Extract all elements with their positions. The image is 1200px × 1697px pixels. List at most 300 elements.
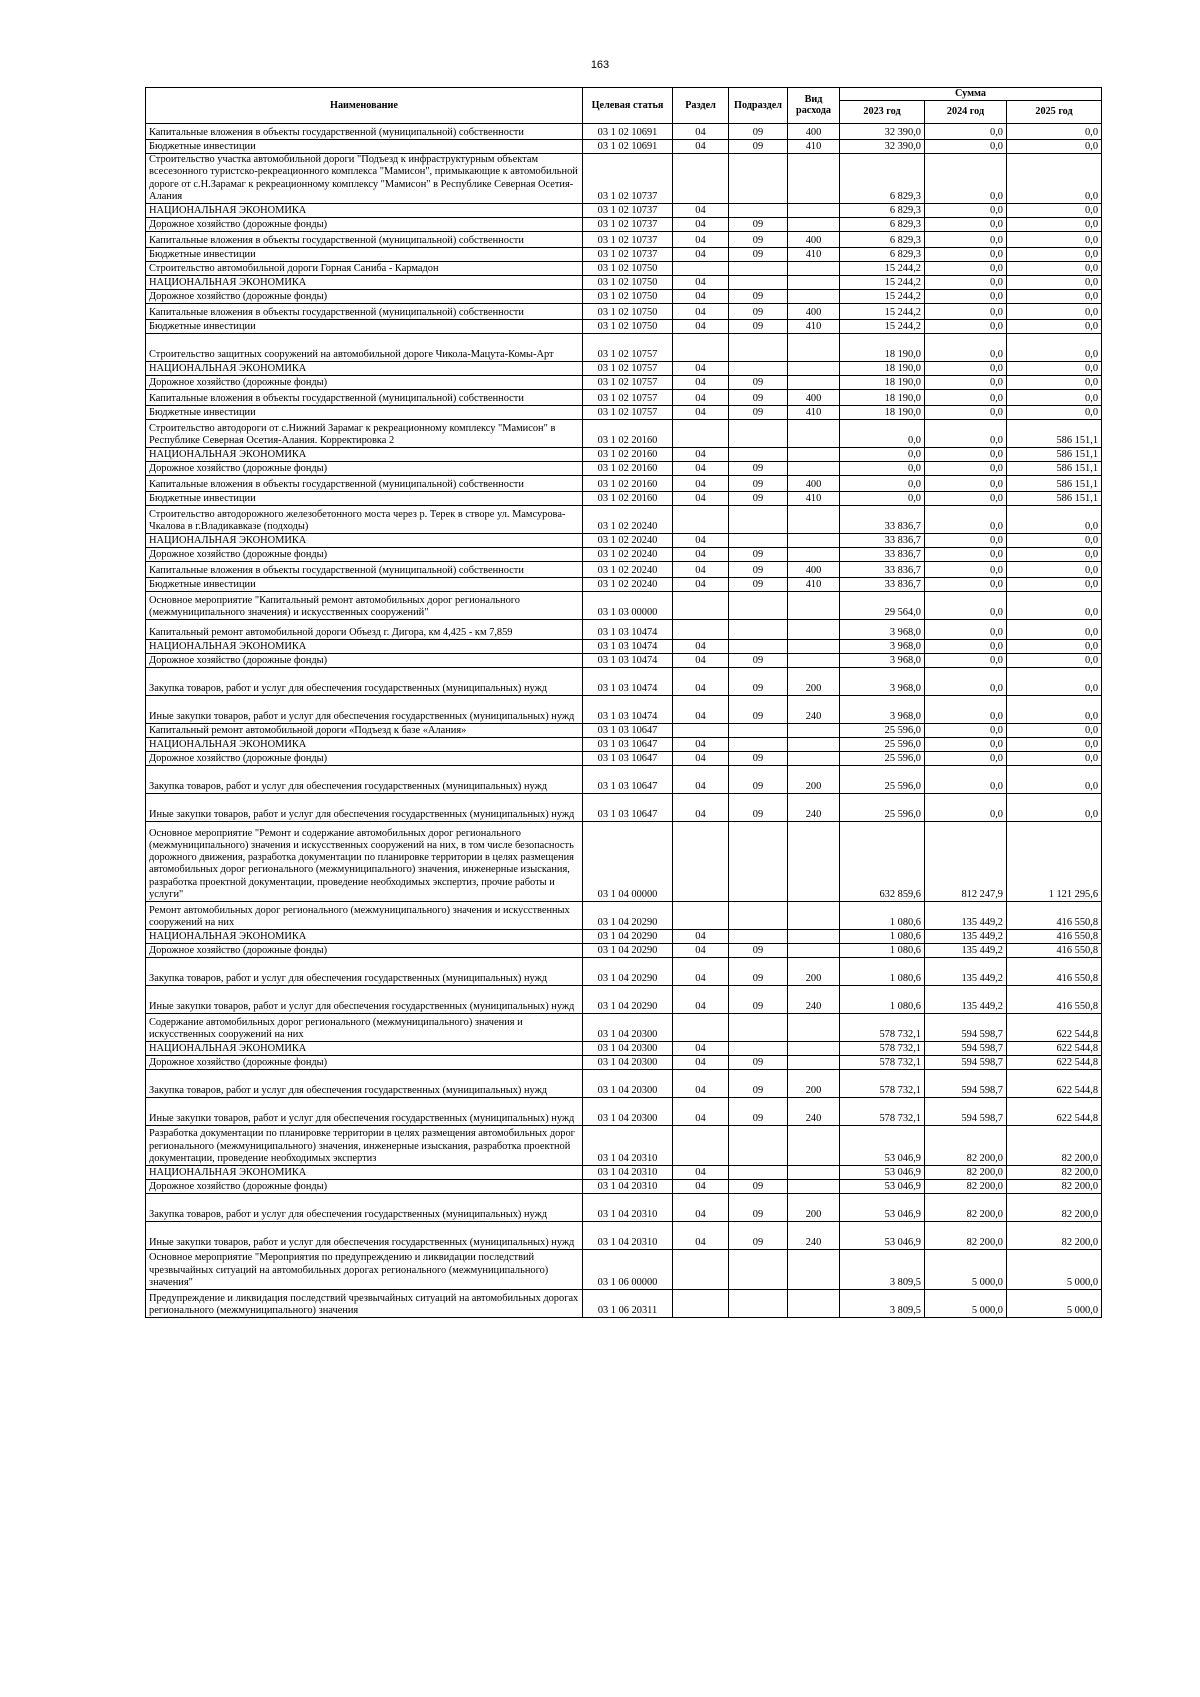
row-2023: 53 046,9 [840,1193,925,1221]
row-2025: 0,0 [1007,389,1102,405]
row-podrazdel: 09 [729,461,788,475]
row-name: Капитальные вложения в объекты государственной (муниципальной) собственности [146,389,583,405]
row-2025: 0,0 [1007,619,1102,639]
row-2024: 0,0 [925,217,1007,231]
row-name: Дорожное хозяйство (дорожные фонды) [146,461,583,475]
row-2025: 0,0 [1007,319,1102,333]
row-2025: 0,0 [1007,217,1102,231]
row-2025: 586 151,1 [1007,491,1102,505]
row-podrazdel [729,1249,788,1289]
row-podrazdel: 09 [729,667,788,695]
row-name: Закупка товаров, работ и услуг для обеспечения государственных (муниципальных) нужд [146,957,583,985]
row-vid: 400 [788,231,840,247]
row-name: Капитальные вложения в объекты государственной (муниципальной) собственности [146,561,583,577]
row-2024: 594 598,7 [925,1055,1007,1069]
row-podrazdel: 09 [729,561,788,577]
row-2024: 135 449,2 [925,901,1007,929]
row-podrazdel [729,505,788,533]
row-2023: 3 809,5 [840,1289,925,1317]
row-2025: 0,0 [1007,639,1102,653]
row-code: 03 1 02 10757 [583,361,673,375]
row-2023: 15 244,2 [840,289,925,303]
table-row [146,231,1102,247]
row-podrazdel [729,1289,788,1317]
row-2025: 416 550,8 [1007,957,1102,985]
row-2023: 53 046,9 [840,1221,925,1249]
row-2025: 0,0 [1007,751,1102,765]
row-2024: 0,0 [925,695,1007,723]
table-row [146,1055,1102,1069]
row-name: Дорожное хозяйство (дорожные фонды) [146,1179,583,1193]
row-code: 03 1 02 10737 [583,153,673,203]
row-podrazdel: 09 [729,247,788,261]
table-row [146,405,1102,419]
row-name: Иные закупки товаров, работ и услуг для обеспечения государственных (муниципальных) нужд [146,695,583,723]
row-code: 03 1 02 10750 [583,319,673,333]
row-code: 03 1 04 20310 [583,1179,673,1193]
row-2024: 594 598,7 [925,1041,1007,1055]
row-name: Бюджетные инвестиции [146,491,583,505]
row-name: НАЦИОНАЛЬНАЯ ЭКОНОМИКА [146,447,583,461]
row-2025: 1 121 295,6 [1007,821,1102,901]
row-2025: 0,0 [1007,793,1102,821]
row-podrazdel: 09 [729,957,788,985]
row-2025: 0,0 [1007,333,1102,361]
row-razdel: 04 [673,639,729,653]
row-podrazdel [729,737,788,751]
row-podrazdel: 09 [729,389,788,405]
row-2024: 0,0 [925,139,1007,153]
table-row [146,153,1102,203]
row-2023: 32 390,0 [840,139,925,153]
row-2023: 578 732,1 [840,1069,925,1097]
table-row [146,619,1102,639]
row-2025: 0,0 [1007,591,1102,619]
row-name: НАЦИОНАЛЬНАЯ ЭКОНОМИКА [146,203,583,217]
table-row [146,639,1102,653]
row-name: Строительство автодорожного железобетонного моста через р. Терек в створе ул. Мамсурова-Чкалова в г.Владикавказе (подходы) [146,505,583,533]
row-2023: 29 564,0 [840,591,925,619]
row-podrazdel: 09 [729,943,788,957]
row-vid: 240 [788,1221,840,1249]
row-razdel: 04 [673,275,729,289]
row-vid [788,929,840,943]
row-vid [788,505,840,533]
row-code: 03 1 04 20300 [583,1097,673,1125]
row-vid: 240 [788,793,840,821]
header-name: Наименование [146,88,583,124]
row-code: 03 1 02 20160 [583,447,673,461]
header-2023: 2023 год [840,100,925,123]
row-razdel: 04 [673,139,729,153]
row-2023: 15 244,2 [840,319,925,333]
row-2023: 6 829,3 [840,217,925,231]
row-2024: 0,0 [925,505,1007,533]
row-2024: 135 449,2 [925,985,1007,1013]
table-row [146,333,1102,361]
row-2025: 0,0 [1007,405,1102,419]
row-code: 03 1 03 10647 [583,723,673,737]
row-podrazdel: 09 [729,303,788,319]
row-code: 03 1 02 20160 [583,461,673,475]
row-2023: 3 968,0 [840,639,925,653]
row-2023: 6 829,3 [840,231,925,247]
table-row [146,765,1102,793]
row-code: 03 1 04 20290 [583,957,673,985]
row-2023: 18 190,0 [840,375,925,389]
row-2025: 0,0 [1007,231,1102,247]
row-2024: 0,0 [925,123,1007,139]
row-code: 03 1 02 20160 [583,419,673,447]
table-row [146,123,1102,139]
row-2023: 3 968,0 [840,695,925,723]
row-code: 03 1 04 20310 [583,1221,673,1249]
row-2024: 0,0 [925,491,1007,505]
row-code: 03 1 03 10647 [583,737,673,751]
row-2025: 82 200,0 [1007,1125,1102,1165]
row-name: НАЦИОНАЛЬНАЯ ЭКОНОМИКА [146,1165,583,1179]
row-name: Закупка товаров, работ и услуг для обеспечения государственных (муниципальных) нужд [146,667,583,695]
row-2024: 0,0 [925,231,1007,247]
row-razdel: 04 [673,375,729,389]
row-code: 03 1 02 10757 [583,375,673,389]
row-name: Капитальный ремонт автомобильной дороги «Подъезд к базе «Алания» [146,723,583,737]
row-2025: 0,0 [1007,153,1102,203]
row-podrazdel [729,821,788,901]
row-podrazdel: 09 [729,695,788,723]
row-2023: 25 596,0 [840,723,925,737]
row-2025: 622 544,8 [1007,1041,1102,1055]
row-2024: 0,0 [925,751,1007,765]
row-2023: 1 080,6 [840,957,925,985]
row-vid [788,1125,840,1165]
row-podrazdel [729,591,788,619]
header-2024: 2024 год [925,100,1007,123]
row-razdel: 04 [673,1179,729,1193]
row-2025: 0,0 [1007,533,1102,547]
row-name: Содержание автомобильных дорог регионального (межмуниципального) значения и искусственных сооружений на них [146,1013,583,1041]
row-podrazdel: 09 [729,1221,788,1249]
row-2024: 594 598,7 [925,1097,1007,1125]
row-code: 03 1 02 10750 [583,261,673,275]
row-vid [788,275,840,289]
row-name: Бюджетные инвестиции [146,577,583,591]
row-razdel [673,723,729,737]
row-razdel: 04 [673,695,729,723]
table-row [146,821,1102,901]
row-razdel: 04 [673,447,729,461]
row-name: Разработка документации по планировке территории в целях размещения автомобильных дорог регионального (межмуниципального) значения, инженерные изыскания, разработка проектной документации, проведение необходимых экспертиз [146,1125,583,1165]
row-code: 03 1 02 10757 [583,405,673,419]
row-code: 03 1 02 20240 [583,561,673,577]
row-2023: 578 732,1 [840,1041,925,1055]
row-code: 03 1 04 20290 [583,901,673,929]
row-vid [788,723,840,737]
row-name: Закупка товаров, работ и услуг для обеспечения государственных (муниципальных) нужд [146,765,583,793]
row-2023: 3 809,5 [840,1249,925,1289]
row-2025: 622 544,8 [1007,1055,1102,1069]
row-2025: 82 200,0 [1007,1193,1102,1221]
row-2025: 82 200,0 [1007,1221,1102,1249]
row-vid: 200 [788,1193,840,1221]
row-2024: 0,0 [925,561,1007,577]
row-name: Дорожное хозяйство (дорожные фонды) [146,375,583,389]
row-2024: 0,0 [925,547,1007,561]
row-2024: 594 598,7 [925,1069,1007,1097]
row-2025: 0,0 [1007,653,1102,667]
table-row [146,275,1102,289]
row-2024: 0,0 [925,475,1007,491]
table-row [146,1041,1102,1055]
row-2023: 6 829,3 [840,153,925,203]
row-2023: 1 080,6 [840,943,925,957]
row-2024: 0,0 [925,793,1007,821]
row-podrazdel [729,261,788,275]
row-name: Иные закупки товаров, работ и услуг для обеспечения государственных (муниципальных) нужд [146,1221,583,1249]
row-razdel [673,1249,729,1289]
table-row [146,447,1102,461]
row-code: 03 1 04 20290 [583,929,673,943]
table-row [146,561,1102,577]
row-2023: 18 190,0 [840,405,925,419]
row-razdel: 04 [673,217,729,231]
table-row [146,957,1102,985]
row-2024: 82 200,0 [925,1193,1007,1221]
table-row [146,389,1102,405]
row-2024: 0,0 [925,361,1007,375]
row-2023: 25 596,0 [840,737,925,751]
table-row [146,491,1102,505]
row-name: Капитальные вложения в объекты государственной (муниципальной) собственности [146,123,583,139]
row-code: 03 1 02 10691 [583,139,673,153]
row-2025: 622 544,8 [1007,1069,1102,1097]
row-2024: 82 200,0 [925,1221,1007,1249]
row-vid [788,1013,840,1041]
row-podrazdel: 09 [729,475,788,491]
row-razdel [673,901,729,929]
row-2023: 1 080,6 [840,901,925,929]
table-row [146,261,1102,275]
row-vid [788,419,840,447]
row-podrazdel [729,1013,788,1041]
row-vid: 200 [788,765,840,793]
row-razdel [673,591,729,619]
row-vid [788,653,840,667]
row-podrazdel: 09 [729,1193,788,1221]
row-vid: 410 [788,405,840,419]
table-row [146,667,1102,695]
row-podrazdel: 09 [729,1179,788,1193]
row-podrazdel: 09 [729,123,788,139]
table-row [146,505,1102,533]
row-code: 03 1 04 20310 [583,1193,673,1221]
row-podrazdel [729,203,788,217]
row-2023: 15 244,2 [840,275,925,289]
row-name: Иные закупки товаров, работ и услуг для обеспечения государственных (муниципальных) нужд [146,985,583,1013]
row-podrazdel: 09 [729,793,788,821]
row-name: Бюджетные инвестиции [146,247,583,261]
row-2024: 0,0 [925,619,1007,639]
row-name: НАЦИОНАЛЬНАЯ ЭКОНОМИКА [146,737,583,751]
row-vid: 410 [788,247,840,261]
row-vid: 410 [788,577,840,591]
row-razdel [673,1125,729,1165]
row-2024: 0,0 [925,247,1007,261]
table-row [146,1165,1102,1179]
row-code: 03 1 03 10474 [583,619,673,639]
row-razdel [673,619,729,639]
row-podrazdel [729,619,788,639]
row-name: Дорожное хозяйство (дорожные фонды) [146,653,583,667]
row-razdel [673,1013,729,1041]
row-podrazdel: 09 [729,985,788,1013]
row-2024: 0,0 [925,639,1007,653]
row-name: НАЦИОНАЛЬНАЯ ЭКОНОМИКА [146,639,583,653]
row-vid: 400 [788,475,840,491]
row-name: НАЦИОНАЛЬНАЯ ЭКОНОМИКА [146,929,583,943]
row-razdel [673,505,729,533]
row-2025: 0,0 [1007,275,1102,289]
row-vid: 200 [788,957,840,985]
row-2025: 622 544,8 [1007,1013,1102,1041]
row-podrazdel: 09 [729,217,788,231]
table-row [146,375,1102,389]
row-razdel: 04 [673,203,729,217]
row-vid [788,639,840,653]
table-row [146,695,1102,723]
row-name: Дорожное хозяйство (дорожные фонды) [146,547,583,561]
row-2023: 53 046,9 [840,1165,925,1179]
row-name: Основное мероприятие "Ремонт и содержание автомобильных дорог регионального (межмуниципального) значения и искусственных сооружений на них, в том числе безопасность дорожного движения, разработка документации по планировке территории в целях размещения автомобильных дорог регионального (межмуниципального) значения, инженерные изыскания, разработка проектной документации, проведение необходимых экспертиз, прочие работы и услуги" [146,821,583,901]
row-vid [788,547,840,561]
table-row [146,319,1102,333]
row-name: Капитальные вложения в объекты государственной (муниципальной) собственности [146,231,583,247]
row-2024: 135 449,2 [925,957,1007,985]
row-2023: 15 244,2 [840,261,925,275]
row-name: Основное мероприятие "Капитальный ремонт автомобильных дорог регионального (межмуниципального значения) и искусственных сооружений" [146,591,583,619]
row-razdel: 04 [673,491,729,505]
row-vid [788,447,840,461]
row-2025: 416 550,8 [1007,929,1102,943]
row-name: НАЦИОНАЛЬНАЯ ЭКОНОМИКА [146,1041,583,1055]
row-code: 03 1 06 00000 [583,1249,673,1289]
row-code: 03 1 04 20310 [583,1165,673,1179]
row-2023: 3 968,0 [840,619,925,639]
row-vid: 400 [788,389,840,405]
row-vid: 410 [788,491,840,505]
row-2024: 0,0 [925,591,1007,619]
row-podrazdel: 09 [729,231,788,247]
row-razdel: 04 [673,303,729,319]
table-row [146,901,1102,929]
table-row [146,303,1102,319]
row-vid: 200 [788,1069,840,1097]
row-name: Дорожное хозяйство (дорожные фонды) [146,289,583,303]
row-vid [788,751,840,765]
row-2025: 0,0 [1007,303,1102,319]
header-razdel: Раздел [673,88,729,124]
row-razdel: 04 [673,751,729,765]
row-podrazdel [729,361,788,375]
table-row [146,139,1102,153]
row-code: 03 1 04 20300 [583,1013,673,1041]
table-row [146,1125,1102,1165]
row-2025: 82 200,0 [1007,1165,1102,1179]
row-2023: 18 190,0 [840,389,925,405]
table-row [146,1013,1102,1041]
row-razdel: 04 [673,577,729,591]
row-2023: 6 829,3 [840,203,925,217]
row-name: Иные закупки товаров, работ и услуг для обеспечения государственных (муниципальных) нужд [146,1097,583,1125]
row-vid [788,1165,840,1179]
row-podrazdel [729,275,788,289]
row-razdel: 04 [673,737,729,751]
row-vid [788,1041,840,1055]
row-code: 03 1 03 10647 [583,751,673,765]
row-2023: 578 732,1 [840,1013,925,1041]
row-name: Капитальный ремонт автомобильной дороги Объезд г. Дигора, км 4,425 - км 7,859 [146,619,583,639]
row-podrazdel: 09 [729,405,788,419]
row-razdel: 04 [673,985,729,1013]
row-2023: 25 596,0 [840,751,925,765]
row-code: 03 1 02 20240 [583,577,673,591]
row-2024: 0,0 [925,303,1007,319]
row-2023: 3 968,0 [840,653,925,667]
table-body [146,123,1102,1317]
row-razdel: 04 [673,561,729,577]
table-row [146,1193,1102,1221]
row-2025: 0,0 [1007,723,1102,737]
row-2024: 0,0 [925,153,1007,203]
row-2025: 586 151,1 [1007,419,1102,447]
row-name: Дорожное хозяйство (дорожные фонды) [146,943,583,957]
row-2024: 0,0 [925,577,1007,591]
row-2023: 632 859,6 [840,821,925,901]
row-2023: 33 836,7 [840,577,925,591]
row-podrazdel: 09 [729,319,788,333]
row-2024: 812 247,9 [925,821,1007,901]
table-row [146,547,1102,561]
row-podrazdel: 09 [729,491,788,505]
row-podrazdel: 09 [729,653,788,667]
row-code: 03 1 02 20160 [583,475,673,491]
row-podrazdel [729,419,788,447]
row-2024: 0,0 [925,667,1007,695]
row-razdel: 04 [673,1221,729,1249]
row-name: Ремонт автомобильных дорог регионального (межмуниципального) значения и искусственных сооружений на них [146,901,583,929]
table-row [146,475,1102,491]
header-vid: Вид расхода [788,88,840,124]
row-2025: 5 000,0 [1007,1289,1102,1317]
row-vid [788,333,840,361]
row-razdel: 04 [673,929,729,943]
row-2023: 1 080,6 [840,929,925,943]
row-2024: 0,0 [925,419,1007,447]
row-razdel: 04 [673,123,729,139]
row-code: 03 1 04 20300 [583,1041,673,1055]
row-vid [788,943,840,957]
row-razdel: 04 [673,475,729,491]
row-razdel: 04 [673,319,729,333]
row-2023: 6 829,3 [840,247,925,261]
row-vid: 410 [788,139,840,153]
row-vid [788,619,840,639]
row-code: 03 1 02 10737 [583,247,673,261]
table-row [146,929,1102,943]
row-2024: 5 000,0 [925,1289,1007,1317]
row-code: 03 1 03 10474 [583,695,673,723]
row-2024: 0,0 [925,375,1007,389]
